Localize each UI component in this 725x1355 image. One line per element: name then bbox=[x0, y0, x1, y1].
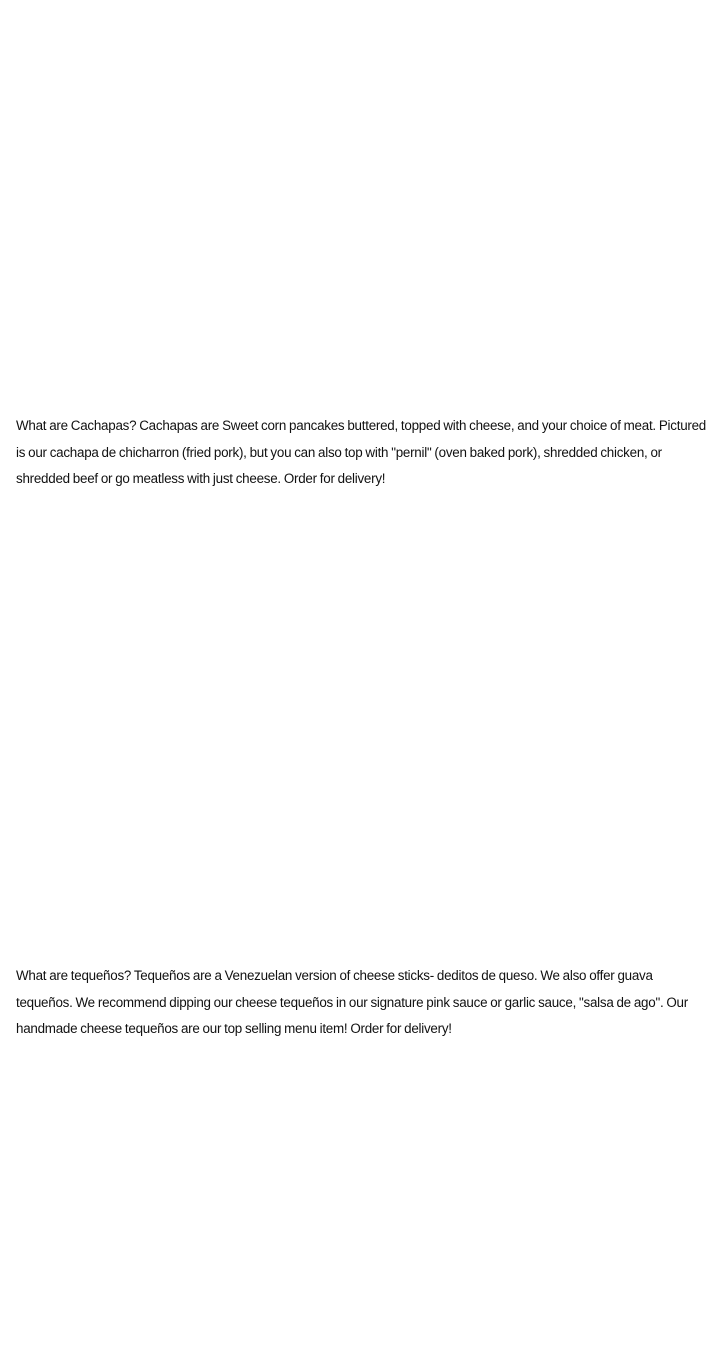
cachapas-description: What are Cachapas? Cachapas are Sweet corn pancakes buttered, topped with cheese, and your choice of meat. Pictured is our cachapa de chicharron (fried pork), but you can also top with "pernil" (oven baked pork), shredded chicken, or shredded beef or go meatless with just cheese. Order for delivery! bbox=[16, 418, 706, 486]
food-image-area-middle bbox=[0, 500, 725, 950]
food-image-area-bottom bbox=[0, 1050, 725, 1355]
tequenos-description: What are tequeños? Tequeños are a Venezuelan version of cheese sticks- deditos de queso. We also offer guava tequeños. We recommend dipping our cheese tequeños in our signature pink sauce or garlic sauce, "salsa de ago". Our handmade cheese tequeños are our top selling menu item! Order for delivery! bbox=[16, 968, 688, 1036]
food-image-area-top bbox=[0, 0, 725, 400]
